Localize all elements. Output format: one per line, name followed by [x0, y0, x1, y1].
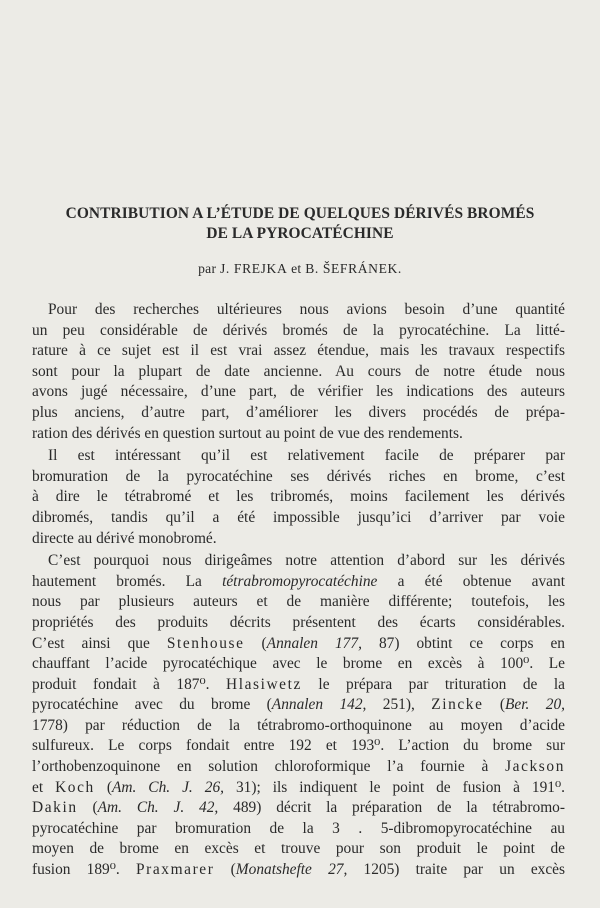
text-line: nous par plusieurs auteurs et de manière différente; toutefois, les	[32, 593, 565, 611]
text-line: Il est intéressant qu’il est relativement facile de préparer par	[48, 447, 565, 465]
author-name: Koch	[55, 778, 95, 796]
text-line: produit fondait à 187⁰. Hlasiwetz le prépara par trituration de la	[32, 675, 565, 693]
text-line: bromuration de la pyrocatéchine ses dérivés riches en brome, c’est	[32, 467, 565, 485]
author-name: Stenhouse	[166, 634, 245, 652]
text-line: C’est pourquoi nous dirigeâmes notre attention d’abord sur les dérivés	[48, 552, 565, 570]
text-line: rature à ce sujet est il est vrai assez étendue, mais les travaux respectifs	[32, 342, 565, 360]
paragraph-2	[32, 446, 565, 549]
text-line: dibromés, tandis qu’il a été impossible jusqu’ici d’arriver par voie	[32, 508, 565, 526]
text-line: 1778) par réduction de la tétrabromo-orthoquinone au moyen d’acide	[32, 716, 565, 734]
text-line: sont pour la plupart de date ancienne. Au cours de notre étude nous	[32, 362, 565, 380]
citation: Ber. 20,	[505, 696, 565, 714]
text-line: avons jugé nécessaire, d’une part, de vérifier les indications des auteurs	[32, 383, 565, 401]
author-2: B. ŠEFRÁNEK.	[305, 261, 402, 276]
text-line: chauffant l’acide pyrocatéchique avec le brome en excès à 100⁰. Le	[32, 655, 565, 673]
byline	[0, 261, 600, 277]
text-line: moyen de brome en excès et trouve pour son produit le point de	[32, 840, 565, 858]
text-line: sulfureux. Le corps fondait entre 192 et 193⁰. L’action du brome sur	[32, 737, 565, 755]
text-line: pyrocatéchine par bromuration de la 3 . 5-dibromopyrocatéchine au	[32, 819, 565, 837]
citation: Am. Ch. J. 26,	[111, 778, 224, 796]
text-line: Pour des recherches ultérieures nous avions besoin d’une quantité	[48, 301, 565, 318]
text-line: plus anciens, d’autre part, d’améliorer les divers procédés de prépa-	[32, 403, 565, 421]
article-body	[32, 300, 565, 881]
text-line: l’orthobenzoquinone en solution chloroformique l’a fournie à Jackson	[32, 758, 565, 776]
citation: Annalen 142,	[271, 696, 367, 714]
author-name: Zincke	[431, 696, 484, 714]
text-line: Dakin (Am. Ch. J. 42, 489) décrit la préparation de la tétrabromo-	[32, 799, 565, 817]
author-name: Jackson	[505, 758, 565, 776]
compound-name: tétrabromopyrocatéchine	[222, 572, 378, 590]
author-name: Praxmarer	[135, 861, 215, 879]
author-name: Dakin	[32, 799, 78, 817]
author-name: Hlasiwetz	[225, 675, 302, 693]
paragraph-3	[32, 551, 565, 881]
text-line: C’est ainsi que Stenhouse (Annalen 177, 87) obtint ce corps en	[32, 634, 565, 652]
text-line: ration des dérivés en question surtout au point de vue des rendements.	[32, 424, 463, 442]
text-line: propriétés des produits décrits présentent des écarts considérables.	[32, 613, 565, 631]
text-line: hautement bromés. La tétrabromopyrocatéchine a été obtenue avant	[32, 572, 565, 590]
byline-et: et	[291, 261, 302, 276]
citation: Am. Ch. J. 42,	[97, 799, 219, 817]
text-line: à dire le tétrabromé et les tribromés, moins facilement les dérivés	[32, 488, 565, 506]
title-line-1: CONTRIBUTION A L’ÉTUDE DE QUELQUES DÉRIVÉS BROMÉS	[65, 205, 535, 222]
author-1: J. FREJKA	[220, 261, 288, 276]
text-line: et Koch (Am. Ch. J. 26, 31); ils indiquent le point de fusion à 191⁰.	[32, 778, 565, 796]
byline-par: par	[198, 261, 217, 276]
citation: Annalen 177,	[266, 634, 362, 652]
text-line: un peu considérable de dérivés bromés de la pyrocatéchine. La litté-	[32, 321, 565, 339]
text-line: fusion 189⁰. Praxmarer (Monatshefte 27, 1205) traite par un excès	[32, 861, 566, 879]
paragraph-1	[32, 300, 565, 444]
text-line: pyrocatéchine avec du brome (Annalen 142, 251), Zincke (Ber. 20,	[32, 696, 565, 714]
text-line: directe au dérivé monobromé.	[32, 529, 217, 547]
article-title	[30, 204, 570, 244]
citation: Monatshefte 27,	[235, 861, 348, 879]
title-line-2: DE LA PYROCATÉCHINE	[206, 225, 394, 242]
